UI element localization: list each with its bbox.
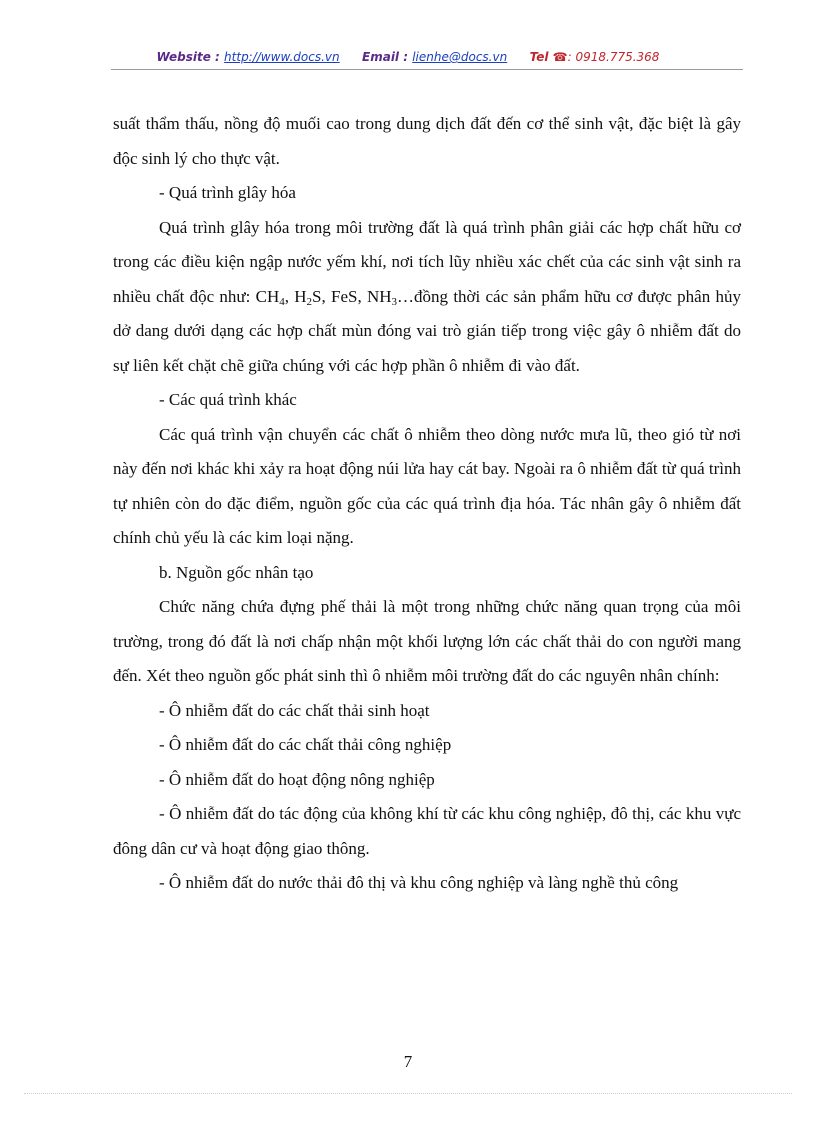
section-heading: b. Nguồn gốc nhân tạo [159, 562, 314, 582]
website-label: Website : [156, 50, 220, 64]
list-item: - Ô nhiễm đất do hoạt động nông nghiệp [159, 769, 435, 789]
paragraph: Các quá trình vận chuyển các chất ô nhiễm theo dòng nước mưa lũ, theo gió từ nơi này đến nơi khác khi xảy ra hoạt động núi lửa hay cát bay. Ngoài ra ô nhiễm đất từ quá trình tự nhiên còn do đặc điểm, nguồn gốc của các quá trình địa hóa. Tác nhân gây ô nhiễm đất chính chủ yếu là các kim loại nặng. [113, 424, 741, 547]
section-heading: - Quá trình glây hóa [159, 183, 296, 202]
phone-icon: ☎ [552, 50, 568, 64]
header-divider [111, 69, 743, 70]
document-body [113, 107, 741, 901]
page-number: 7 [403, 1052, 413, 1071]
tel-label: Tel [529, 50, 549, 64]
footer-divider [24, 1093, 792, 1094]
page-header [0, 50, 816, 64]
list-item: - Ô nhiễm đất do nước thải đô thị và khu công nghiệp và làng nghề thủ công [159, 873, 679, 892]
paragraph: Chức năng chứa đựng phế thải là một trong những chức năng quan trọng của môi trường, trong đó đất là nơi chấp nhận một khối lượng lớn các chất thải do con người mang đến. Xét theo nguồn gốc phát sinh thì ô nhiễm môi trường đất do các nguyên nhân chính: [113, 597, 741, 685]
list-item: - Ô nhiễm đất do các chất thải sinh hoạt [159, 700, 430, 720]
tel-number: : 0918.775.368 [567, 50, 660, 64]
section-heading: - Các quá trình khác [159, 390, 297, 409]
paragraph: suất thẩm thấu, nồng độ muối cao trong dung dịch đất đến cơ thể sinh vật, đặc biệt là gây độc sinh lý cho thực vật. [113, 114, 741, 168]
list-item: - Ô nhiễm đất do tác động của không khí từ các khu công nghiệp, đô thị, các khu vực đông dân cư và hoạt động giao thông. [113, 804, 741, 858]
email-link[interactable]: lienhe@docs.vn [412, 50, 508, 64]
website-link[interactable]: http://www.docs.vn [224, 50, 340, 64]
list-item: - Ô nhiễm đất do các chất thải công nghiệp [159, 735, 452, 754]
paragraph: Quá trình glây hóa trong môi trường đất là quá trình phân giải các hợp chất hữu cơ trong các điều kiện ngập nước yếm khí, nơi tích lũy nhiều xác chết của các sinh vật sinh ra nhiều chất độc như: $CH_4$, $H_2S$, FeS, $NH_3\dots đồng$ thời các sản phẩm hữu cơ được phân hủy dở dang dưới dạng các hợp chất mùn đóng vai trò gián tiếp trong việc gây ô nhiễm đất do sự liên kết chặt chẽ giữa chúng với các hợp phần ô nhiễm đi vào đất. [113, 217, 741, 375]
email-label: Email : [362, 50, 409, 64]
